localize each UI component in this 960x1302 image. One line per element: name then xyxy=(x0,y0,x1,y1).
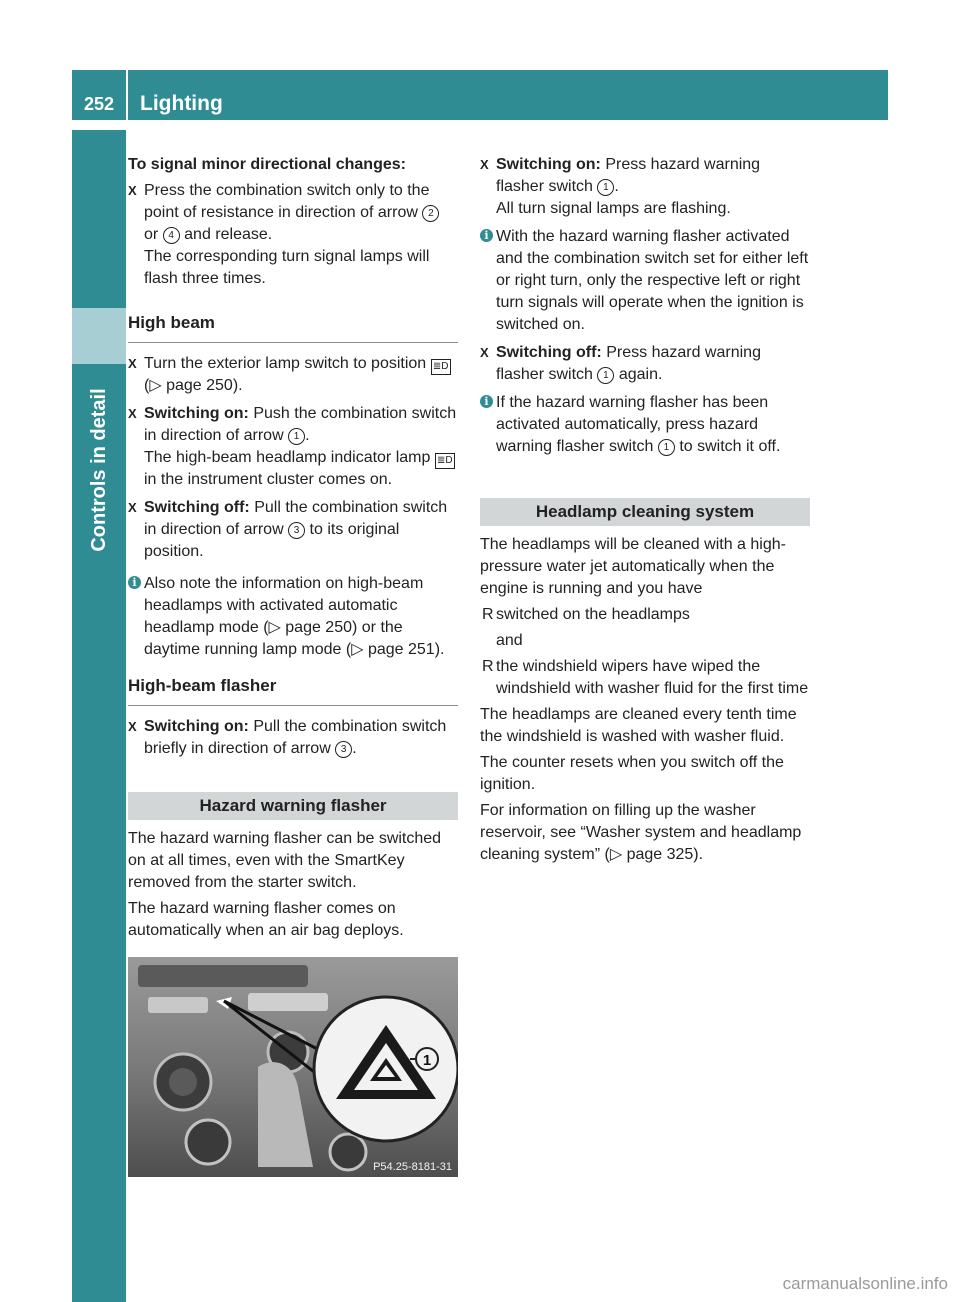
step-text: to its original position. xyxy=(144,521,400,560)
high-beam-step-3 xyxy=(128,497,458,563)
step-text: . xyxy=(352,740,357,757)
right-column xyxy=(480,154,812,870)
flasher-step xyxy=(128,716,458,760)
arrow-number-icon: 3 xyxy=(335,741,352,758)
step-result: The high-beam headlamp indicator lamp xyxy=(144,449,431,466)
chapter-title: Lighting xyxy=(140,92,223,115)
step-marker-icon: X xyxy=(480,345,489,360)
site-watermark: carmanualsonline.info xyxy=(782,1274,948,1293)
step-marker-icon: X xyxy=(128,719,137,734)
info-text: to switch it off. xyxy=(679,438,781,455)
info-text: Also note the information on high-beam headlamps with activated automatic headlamp mode (▷ page 250) or the daytime running lamp mode (▷ page 251). xyxy=(144,575,445,658)
step-text: Turn the exterior lamp switch to position xyxy=(144,355,427,372)
arrow-number-icon: 2 xyxy=(422,205,439,222)
switch-number-icon: 1 xyxy=(658,439,675,456)
step-label: Switching on: xyxy=(496,156,601,173)
switch-number-icon: 1 xyxy=(597,367,614,384)
high-beam-heading: High beam xyxy=(128,312,458,343)
info-text: If the hazard warning flasher has been activated automatically, press hazard warning flasher switch xyxy=(496,394,769,455)
high-beam-indicator-icon: ≣D xyxy=(435,453,455,469)
page-reference: (▷ page 250). xyxy=(144,377,243,394)
info-icon: i xyxy=(480,229,493,242)
step-text: . xyxy=(305,427,310,444)
cleaning-and: and xyxy=(496,632,523,649)
switch-number-icon: 1 xyxy=(597,179,614,196)
bullet-marker-icon: R xyxy=(482,606,494,623)
hazard-switch-figure xyxy=(128,957,458,1177)
arrow-number-icon: 3 xyxy=(288,522,305,539)
minor-changes-step xyxy=(128,180,458,290)
info-text: With the hazard warning flasher activated and the combination switch set for either left or right turn, only the respective left or right turn signals will operate when the ignition is switched on. xyxy=(496,228,809,333)
hazard-heading: Hazard warning flasher xyxy=(128,792,458,820)
page-header xyxy=(72,70,888,120)
step-marker-icon: X xyxy=(128,406,137,421)
side-tab-label: Controls in detail xyxy=(88,388,110,552)
step-text: . xyxy=(614,178,619,195)
step-marker-icon: X xyxy=(128,500,137,515)
step-marker-icon: X xyxy=(128,183,137,198)
high-beam-symbol-icon: ≣D xyxy=(431,359,451,375)
step-text: Press hazard warning flasher switch xyxy=(496,344,761,383)
side-tab xyxy=(72,130,126,1302)
minor-changes-heading: To signal minor directional changes: xyxy=(128,156,406,173)
hazard-info-2 xyxy=(480,392,812,458)
console-illustration xyxy=(128,957,458,1177)
arrow-number-icon: 4 xyxy=(163,227,180,244)
high-beam-step-1 xyxy=(128,353,458,397)
step-result: The corresponding turn signal lamps will flash three times. xyxy=(144,248,430,287)
bullet-marker-icon: R xyxy=(482,658,494,675)
step-label: Switching on: xyxy=(144,405,249,422)
hazard-step-on xyxy=(480,154,812,220)
arrow-number-icon: 1 xyxy=(288,428,305,445)
step-text: and release. xyxy=(184,226,273,243)
cleaning-bullet-2 xyxy=(480,656,812,700)
step-marker-icon: X xyxy=(128,356,137,371)
step-result: All turn signal lamps are flashing. xyxy=(496,200,731,217)
step-text: Pull the combination switch in direction of arrow xyxy=(144,499,448,538)
step-text: Push the combination switch in direction of arrow xyxy=(144,405,457,444)
high-beam-step-2 xyxy=(128,403,458,491)
info-icon: i xyxy=(128,576,141,589)
figure-callout-number: 1 xyxy=(422,1052,432,1069)
step-text: again. xyxy=(618,366,663,383)
step-text: Press hazard warning flasher switch xyxy=(496,156,761,195)
hazard-paragraph-2: The hazard warning flasher comes on automatically when an air bag deploys. xyxy=(128,900,404,939)
hazard-step-off xyxy=(480,342,812,386)
step-text: Press the combination switch only to the point of resistance in direction of arrow xyxy=(144,182,430,221)
cleaning-paragraph-1: The headlamps will be cleaned with a high-pressure water jet automatically when the engine is running and you have xyxy=(480,536,786,597)
info-icon: i xyxy=(480,395,493,408)
flasher-heading: High-beam flasher xyxy=(128,675,458,706)
cleaning-paragraph-3: The counter resets when you switch off the ignition. xyxy=(480,754,784,793)
step-label: Switching off: xyxy=(496,344,602,361)
header-divider xyxy=(126,70,128,120)
step-label: Switching on: xyxy=(144,718,249,735)
page-number: 252 xyxy=(83,94,115,114)
bullet-text: the windshield wipers have wiped the windshield with washer fluid for the first time xyxy=(496,658,809,697)
figure-code: P54.25-8181-31 xyxy=(373,1161,452,1173)
hazard-paragraph-1: The hazard warning flasher can be switched on at all times, even with the SmartKey removed from the starter switch. xyxy=(128,830,442,891)
left-column xyxy=(128,154,458,946)
cleaning-bullet-1 xyxy=(480,604,812,626)
step-marker-icon: X xyxy=(480,157,489,172)
cleaning-heading: Headlamp cleaning system xyxy=(480,498,810,526)
cleaning-paragraph-2: The headlamps are cleaned every tenth time the windshield is washed with washer fluid. xyxy=(480,706,797,745)
bullet-text: switched on the headlamps xyxy=(496,606,690,623)
side-tab-square xyxy=(72,308,126,364)
hazard-info-1 xyxy=(480,226,812,336)
step-text: Pull the combination switch briefly in direction of arrow xyxy=(144,718,447,757)
step-result: in the instrument cluster comes on. xyxy=(144,471,393,488)
high-beam-info xyxy=(128,573,458,661)
cleaning-paragraph-4: For information on filling up the washer reservoir, see “Washer system and headlamp cleaning system” (▷ page 325). xyxy=(480,802,802,863)
step-text: or xyxy=(144,226,159,243)
step-label: Switching off: xyxy=(144,499,250,516)
